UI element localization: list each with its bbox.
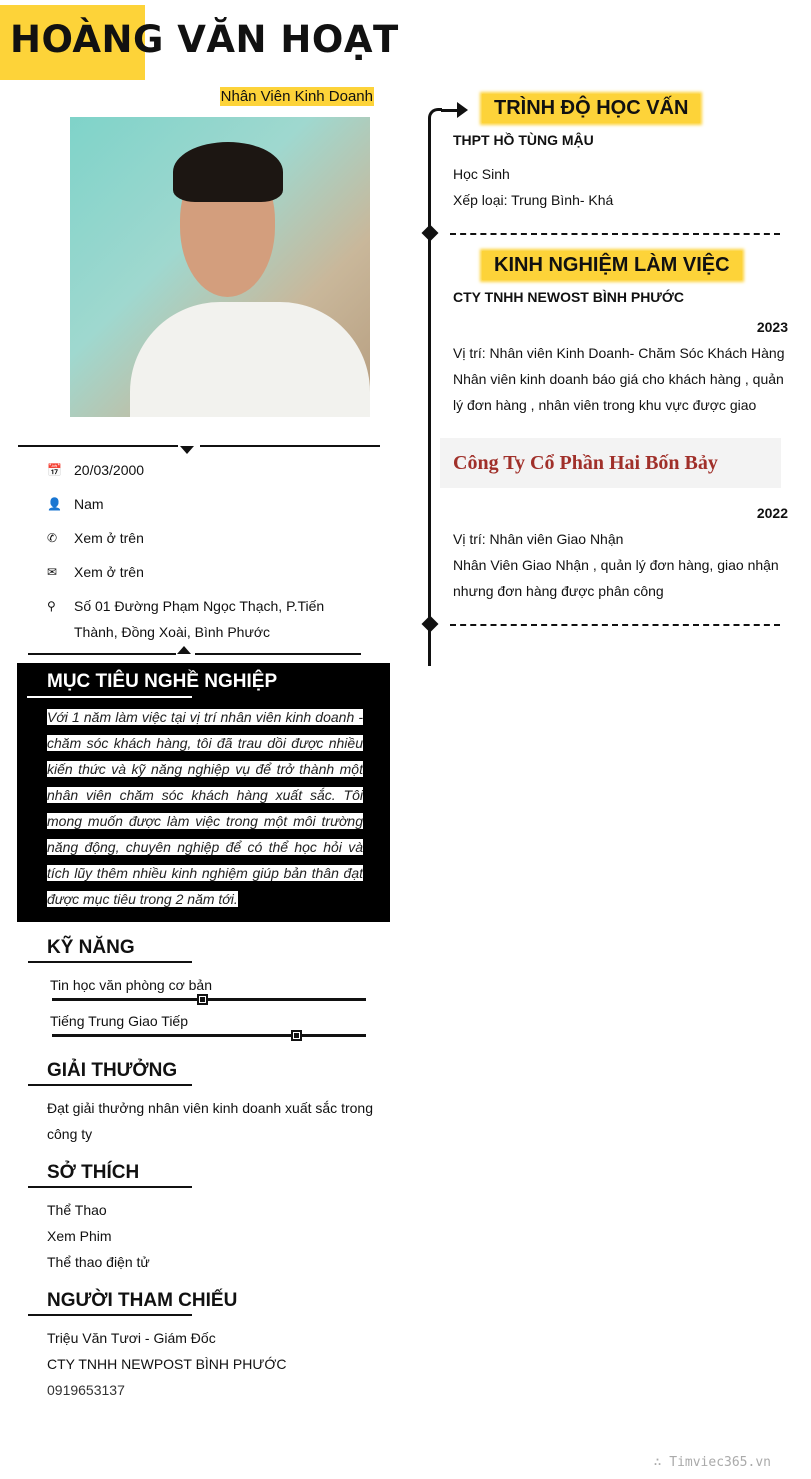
right-column <box>453 94 788 642</box>
skill-level-marker <box>197 994 208 1005</box>
divider-row <box>17 649 390 661</box>
job-description: Nhân Viên Giao Nhận , quản lý đơn hàng, giao nhận nhưng đơn hàng được phân công <box>453 557 779 599</box>
divider <box>18 445 178 447</box>
skills-title: KỸ NĂNG <box>47 937 135 958</box>
triangle-down-icon <box>180 446 194 454</box>
reference-phone: 0919653137 <box>47 1382 125 1398</box>
objective-section <box>17 663 390 922</box>
candidate-name: HOÀNG VĂN HOẠT <box>10 18 399 61</box>
skill-bar <box>52 1034 366 1037</box>
left-column <box>17 457 390 1403</box>
contact-gender: 👤 Nam <box>47 491 367 517</box>
job-year: 2023 <box>756 319 788 335</box>
envelope-icon: ✉ <box>47 565 58 579</box>
school-name: THPT HỒ TÙNG MẬU <box>453 132 594 148</box>
job-description: Nhân viên kinh doanh báo giá cho khách hàng , quản lý đơn hàng , nhân viên trong khu vực được giao <box>453 371 784 413</box>
education-title: TRÌNH ĐỘ HỌC VẤN <box>482 94 700 123</box>
experience-title: KINH NGHIỆM LÀM VIỆC <box>482 251 742 280</box>
reference-line: Triệu Văn Tươi - Giám Đốc <box>47 1330 216 1346</box>
hobbies-section <box>17 1161 390 1275</box>
contact-email: ✉ Xem ở trên <box>47 559 367 585</box>
job-title: Nhân Viên Kinh Doanh <box>220 88 373 105</box>
contact-birthday: 📅 20/03/2000 <box>47 457 367 483</box>
section-separator <box>450 624 788 626</box>
company-name: Công Ty Cổ Phần Hai Bốn Bảy <box>440 438 781 488</box>
divider <box>28 653 176 655</box>
references-section <box>17 1289 390 1403</box>
contact-address: ⚲ Số 01 Đường Phạm Ngọc Thạch, P.Tiến Thành, Đồng Xoài, Bình Phước <box>47 593 367 645</box>
job-year: 2022 <box>756 505 788 521</box>
awards-title: GIẢI THƯỞNG <box>47 1060 178 1081</box>
hobby-item: Thể Thao <box>47 1202 107 1218</box>
timeline-line <box>428 118 431 666</box>
references-title: NGƯỜI THAM CHIẾU <box>47 1290 238 1311</box>
awards-section <box>17 1059 390 1147</box>
calendar-icon: 📅 <box>47 463 62 477</box>
triangle-up-icon <box>177 646 191 654</box>
skills-section <box>17 936 390 1037</box>
diamond-icon <box>422 616 439 633</box>
skill-level-marker <box>291 1030 302 1041</box>
education-major: Học Sinh <box>453 166 510 182</box>
skill-name: Tin học văn phòng cơ bản <box>50 977 212 993</box>
skill-name: Tiếng Trung Giao Tiếp <box>50 1013 189 1029</box>
hobbies-title: SỞ THÍCH <box>47 1162 140 1183</box>
education-grade: Xếp loại: Trung Bình- Khá <box>453 192 614 208</box>
divider <box>195 653 361 655</box>
reference-line: CTY TNHH NEWPOST BÌNH PHƯỚC <box>47 1356 287 1372</box>
section-separator <box>450 233 788 235</box>
job-position: Vị trí: Nhân viên Giao Nhận <box>453 531 624 547</box>
contact-phone: ✆ Xem ở trên <box>47 525 367 551</box>
objective-text: Với 1 năm làm việc tại vị trí nhân viên kinh doanh - chăm sóc khách hàng, tôi đã trau dồi được nhiều kiến thức và kỹ năng nghiệp vụ để trở thành một nhân viên chăm sóc khách hàng xuất sắc. Tôi mong muốn được làm việc trong một môi trường năng động, chuyên nghiệp để có thể học hỏi và tích lũy thêm nhiều kinh nghiệm giúp bản thân đạt được mục tiêu trong 2 năm tới. <box>47 709 363 907</box>
user-icon: 👤 <box>47 497 62 511</box>
dashed-divider <box>450 233 780 235</box>
phone-icon: ✆ <box>47 531 58 545</box>
watermark: ∴ Timviec365.vn <box>653 1455 771 1470</box>
hobby-item: Xem Phim <box>47 1228 112 1244</box>
job-position: Vị trí: Nhân viên Kinh Doanh- Chăm Sóc Khách Hàng <box>453 345 785 361</box>
section-title: MỤC TIÊU NGHỀ NGHIỆP <box>47 671 278 692</box>
awards-text: Đạt giải thưởng nhân viên kinh doanh xuất sắc trong công ty <box>47 1100 373 1142</box>
profile-photo <box>70 117 370 417</box>
dashed-divider <box>450 624 780 626</box>
divider <box>200 445 380 447</box>
hobby-item: Thể thao điện tử <box>47 1254 150 1270</box>
skill-bar <box>52 998 366 1001</box>
diamond-icon <box>422 225 439 242</box>
map-marker-icon: ⚲ <box>47 599 56 613</box>
company-name: CTY TNHH NEWOST BÌNH PHƯỚC <box>453 289 684 305</box>
